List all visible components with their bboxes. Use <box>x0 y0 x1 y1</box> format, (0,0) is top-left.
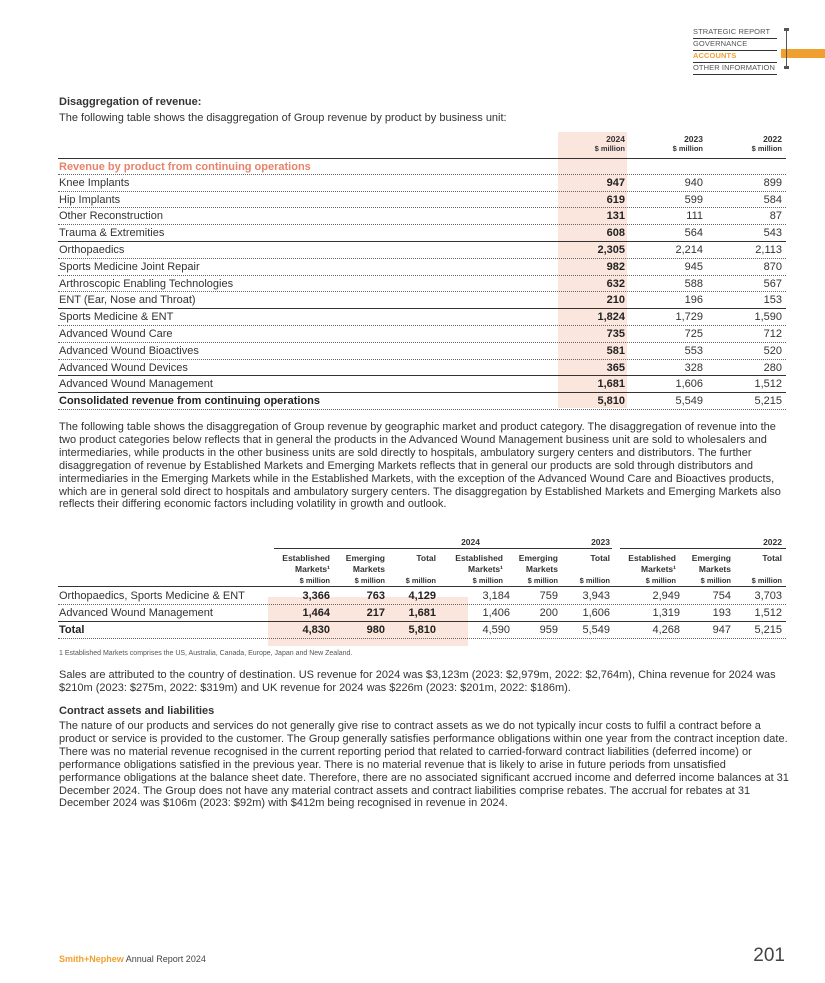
footer-brand <box>59 954 206 964</box>
table-row: Trauma & Extremities 608 564 543 <box>58 225 786 242</box>
table-row: Advanced Wound Management 1,464 217 1,681 1,406 200 1,606 1,319 193 1,512 <box>59 607 782 619</box>
row-rule <box>58 638 786 639</box>
table-row: Other Reconstruction 131 111 87 <box>58 208 786 225</box>
subtotal-row: Orthopaedics 2,305 2,214 2,113 <box>58 242 786 259</box>
geographic-disaggregation-paragraph: The following table shows the disaggregation of Group revenue by geographic market and product category. The disaggregation of revenue into the two product categories below reflects that in general the products in the Advanced Wound Management business unit are sold to wholesalers and intermediaries, while products in the other business units are sold directly to hospitals, ambulatory surgery centers and distributors. The further disaggregation of revenue by Established Markets and Emerging Markets reflects that in general our products are sold through distributors and intermediaries in the Emerging Markets while in the Established Markets, with the exception of the Advanced Wound Care and Bioactives products, which are in general sold direct to hospitals and ambulatory surgery centers. The disaggregation by Established Markets and Emerging Markets also reflects their differing economic factors including volatility in growth and outlook. <box>59 421 781 511</box>
table-row: Knee Implants 947 940 899 <box>58 175 786 192</box>
year-2023: 2023 <box>591 537 610 547</box>
subtotal-row: Advanced Wound Management 1,681 1,606 1,512 <box>58 376 786 393</box>
header-rule <box>58 586 786 587</box>
nav-item-other-information[interactable]: OTHER INFORMATION <box>693 63 777 75</box>
report-title: Annual Report 2024 <box>123 954 206 964</box>
total-row: Consolidated revenue from continuing operations 5,810 5,549 5,215 <box>58 393 786 410</box>
year-2024: 2024 <box>461 537 480 547</box>
section-nav <box>693 27 803 75</box>
nav-rail-top-cap <box>784 28 789 31</box>
header-2023: 2023 $ million <box>672 134 703 153</box>
table-row: Orthopaedics, Sports Medicine & ENT 3,366 763 4,129 3,184 759 3,943 2,949 754 3,703 <box>59 590 782 602</box>
subheader-established-2024: Established Markets¹ $ million <box>282 553 330 585</box>
table-header <box>58 132 786 158</box>
nav-item-governance[interactable]: GOVERNANCE <box>693 39 777 51</box>
subheader-total-2022: Total $ million <box>751 553 782 585</box>
subheader-total-2023: Total $ million <box>579 553 610 585</box>
table-row: Hip Implants 619 599 584 <box>58 192 786 209</box>
subheader-emerging-2024: Emerging Markets $ million <box>345 553 385 585</box>
section-label: Revenue by product from continuing operations <box>59 161 311 173</box>
subheader-established-2023: Established Markets¹ $ million <box>455 553 503 585</box>
table-row: Sports Medicine Joint Repair 982 945 870 <box>58 259 786 276</box>
header-2024: 2024 $ million <box>594 134 625 153</box>
section-row <box>58 158 786 175</box>
subheader-total-2024: Total $ million <box>405 553 436 585</box>
active-section-marker <box>781 49 825 58</box>
table-row: Arthroscopic Enabling Technologies 632 588 567 <box>58 276 786 293</box>
nav-item-strategic-report[interactable]: STRATEGIC REPORT <box>693 27 777 39</box>
header-2022: 2022 $ million <box>751 134 782 153</box>
nav-rail <box>786 30 787 68</box>
footnote: 1 Established Markets comprises the US, Australia, Canada, Europe, Japan and New Zealand. <box>59 650 353 657</box>
subheader-emerging-2022: Emerging Markets $ million <box>691 553 731 585</box>
contract-assets-heading: Contract assets and liabilities <box>59 705 215 717</box>
page-number: 201 <box>753 945 785 966</box>
year-2024-rule <box>274 548 468 549</box>
total-row: Total 4,830 980 5,810 4,590 959 5,549 4,268 947 5,215 <box>59 624 782 636</box>
year-2022: 2022 <box>763 537 782 547</box>
sales-attribution-paragraph: Sales are attributed to the country of destination. US revenue for 2024 was $3,123m (2023: $2,979m, 2022: $2,764m), China revenue for 2024 was $210m (2023: $275m, 2022: $319m) and UK revenue for 2024 was $226m (2023: $201m, 2022: $186m). <box>59 669 776 694</box>
section-heading: Disaggregation of revenue: <box>59 96 202 108</box>
table-row: Advanced Wound Devices 365 328 280 <box>58 360 786 377</box>
year-2023-rule <box>448 548 612 549</box>
nav-item-accounts[interactable]: ACCOUNTS <box>693 51 777 63</box>
subtotal-row: Sports Medicine & ENT 1,824 1,729 1,590 <box>58 309 786 326</box>
subheader-emerging-2023: Emerging Markets $ million <box>518 553 558 585</box>
table-row: Advanced Wound Bioactives 581 553 520 <box>58 343 786 360</box>
intro-text: The following table shows the disaggregation of Group revenue by product by business unit: <box>59 112 507 124</box>
revenue-by-product-table <box>58 132 786 410</box>
year-2022-rule <box>620 548 786 549</box>
brand-name: Smith+Nephew <box>59 954 124 964</box>
table-row: Advanced Wound Care 735 725 712 <box>58 326 786 343</box>
subheader-established-2022: Established Markets¹ $ million <box>628 553 676 585</box>
nav-rail-bottom-cap <box>784 66 789 69</box>
table-row: ENT (Ear, Nose and Throat) 210 196 153 <box>58 292 786 309</box>
contract-assets-paragraph: The nature of our products and services do not generally give rise to contract assets as we do not typically incur costs to fulfil a contract before a product or service is provided to the customer. The Group generally satisfies performance obligations within one year from the contract inception date. There was no material revenue recognised in the current reporting period that related to carried-forward contract liabilities (deferred income) or performance obligations satisfied in the previous year. There is no material revenue that is likely to arise in future periods from unsatisfied performance obligations at the balance sheet date. Therefore, there are no associated significant accrued income and deferred income balances at 31 December 2024. The Group does not have any material contract assets and contract liabilities comprise rebates. The accrual for rebates at 31 December 2024 was $106m (2023: $92m) with $412m being recognised in revenue in 2024. <box>59 720 789 810</box>
